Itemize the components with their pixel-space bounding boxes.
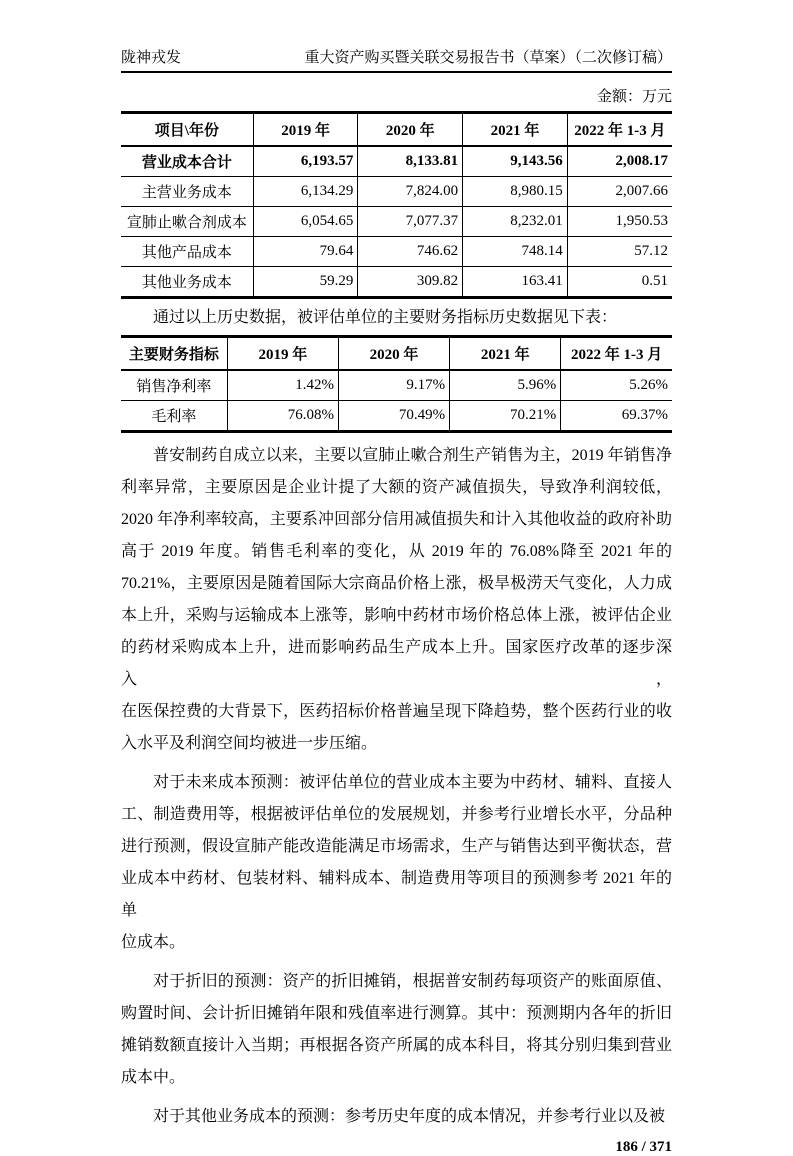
cell-value: 6,054.65 [253, 207, 358, 237]
indicator-table-header-cell: 主要财务指标 [121, 337, 227, 371]
cost-table-header-cell: 项目\年份 [121, 113, 253, 147]
cell-value: 79.64 [253, 237, 358, 267]
table-row [121, 146, 672, 177]
cell-value: 8,980.15 [463, 177, 568, 207]
cost-table-header-cell: 2021 年 [463, 113, 568, 147]
cell-value: 1,950.53 [567, 207, 672, 237]
indicator-table-header-cell: 2022 年 1-3 月 [561, 337, 672, 371]
header-doc-title: 重大资产购买暨关联交易报告书（草案）（二次修订稿） [304, 50, 672, 66]
cell-value: 748.14 [463, 237, 568, 267]
paragraph-line: 利率异常，主要原因是企业计提了大额的资产减值损失，导致净利润较低， [121, 479, 672, 496]
paragraph [121, 440, 672, 760]
cell-value: 9,143.56 [463, 146, 568, 177]
cell-value: 309.82 [358, 267, 463, 298]
table-row [121, 401, 672, 432]
indicator-table-header-cell: 2019 年 [227, 337, 338, 371]
intro-text: 通过以上历史数据，被评估单位的主要财务指标历史数据见下表： [153, 309, 618, 326]
page-number: 186 / 371 [615, 1139, 672, 1155]
paragraph-line: 成本中。 [121, 1069, 186, 1086]
paragraph-line: 对于其他业务成本的预测：参考历史年度的成本情况，并参考行业以及被 [153, 1108, 666, 1125]
paragraph-line: 摊销数额直接计入当期；再根据各资产所属的成本科目，将其分别归集到营业 [121, 1037, 672, 1054]
paragraph-line: 普安制药自成立以来，主要以宣肺止嗽合剂生产销售为主，2019 年销售净 [153, 447, 672, 464]
cell-value: 1.42% [227, 370, 338, 401]
paragraph-line: 工、制造费用等，根据被评估单位的发展规划，并参考行业增长水平，分品种 [121, 806, 672, 823]
cell-value: 2,007.66 [567, 177, 672, 207]
cell-value: 9.17% [338, 370, 449, 401]
cell-value: 59.29 [253, 267, 358, 298]
cell-value: 5.26% [561, 370, 672, 401]
body-text [121, 440, 672, 1133]
paragraph-line: 在医保控费的大背景下，医药招标价格普遍呈现下降趋势，整个医药行业的收 [121, 703, 672, 720]
cell-value: 70.49% [338, 401, 449, 432]
cell-value: 746.62 [358, 237, 463, 267]
row-label: 毛利率 [151, 409, 197, 425]
row-label: 销售净利率 [121, 370, 227, 401]
cell-value: 6,193.57 [253, 146, 358, 177]
row-label: 宣肺止嗽合剂成本 [121, 207, 253, 237]
paragraph-line: 的药材采购成本上升，进而影响药品生产成本上升。国家医疗改革的逐步深入， [121, 639, 672, 688]
cost-table-header-cell: 2019 年 [253, 113, 358, 147]
paragraph-line: 入水平及利润空间均被进一步压缩。 [121, 735, 378, 752]
paragraph-line: 购置时间、会计折旧摊销年限和残值率进行测算。其中：预测期内各年的折旧 [121, 1005, 672, 1022]
table-row [121, 207, 672, 237]
table-row [121, 237, 672, 267]
row-label: 其他业务成本 [141, 275, 232, 291]
paragraph-line: 进行预测，假设宣肺产能改造能满足市场需求，生产与销售达到平衡状态，营 [121, 838, 672, 855]
cost-table [121, 111, 672, 299]
row-label: 其他产品成本 [121, 237, 253, 267]
cost-table-header-cell: 2020 年 [358, 113, 463, 147]
cell-value: 6,134.29 [253, 177, 358, 207]
paragraph-line: 70.21%，主要原因是随着国际大宗商品价格上涨，极旱极涝天气变化，人力成 [121, 575, 672, 592]
paragraph-line: 业成本中药材、包装材料、辅料成本、制造费用等项目的预测参考 2021 年的单 [121, 870, 672, 919]
paragraph-line: 对于折旧的预测：资产的折旧摊销，根据普安制药每项资产的账面原值、 [153, 973, 672, 990]
paragraph-line: 2020 年净利率较高，主要系冲回部分信用减值损失和计入其他收益的政府补助 [121, 511, 672, 528]
paragraph [121, 767, 672, 959]
indicator-table-header-row [121, 337, 672, 371]
page-header [121, 46, 672, 73]
cell-value: 5.96% [450, 370, 561, 401]
table-row [121, 177, 672, 207]
cell-value: 8,133.81 [358, 146, 463, 177]
indicator-table-header-cell: 2020 年 [338, 337, 449, 371]
cell-value: 69.37% [561, 401, 672, 432]
indicator-table [121, 335, 672, 433]
paragraph-line: 位成本。 [121, 934, 186, 951]
cell-value: 70.21% [450, 401, 561, 432]
paragraph [121, 1101, 672, 1133]
cell-value: 0.51 [567, 267, 672, 298]
cell-value: 7,824.00 [358, 177, 463, 207]
amount-unit-note: 金额：万元 [596, 89, 672, 105]
cell-value: 57.12 [567, 237, 672, 267]
row-label: 营业成本合计 [121, 146, 253, 177]
paragraph [121, 966, 672, 1094]
paragraph-line: 本上升，采购与运输成本上涨等，影响中药材市场价格总体上涨，被评估企业 [121, 607, 672, 624]
cost-table-header-cell: 2022 年 1-3 月 [567, 113, 672, 147]
cell-value: 163.41 [463, 267, 568, 298]
indicator-table-header-cell: 2021 年 [450, 337, 561, 371]
table-row [121, 267, 672, 298]
cell-value: 2,008.17 [567, 146, 672, 177]
paragraph-line: 高于 2019 年度。销售毛利率的变化，从 2019 年的 76.08%降至 2021 年的 [121, 543, 672, 560]
cell-value: 7,077.37 [358, 207, 463, 237]
header-company-name: 陇神戎发 [121, 50, 182, 66]
cell-value: 8,232.01 [463, 207, 568, 237]
cell-value: 76.08% [227, 401, 338, 432]
row-label: 主营业务成本 [121, 177, 253, 207]
cost-table-header-row [121, 113, 672, 147]
table-row [121, 370, 672, 401]
paragraph-line: 对于未来成本预测：被评估单位的营业成本主要为中药材、辅料、直接人 [153, 774, 672, 791]
